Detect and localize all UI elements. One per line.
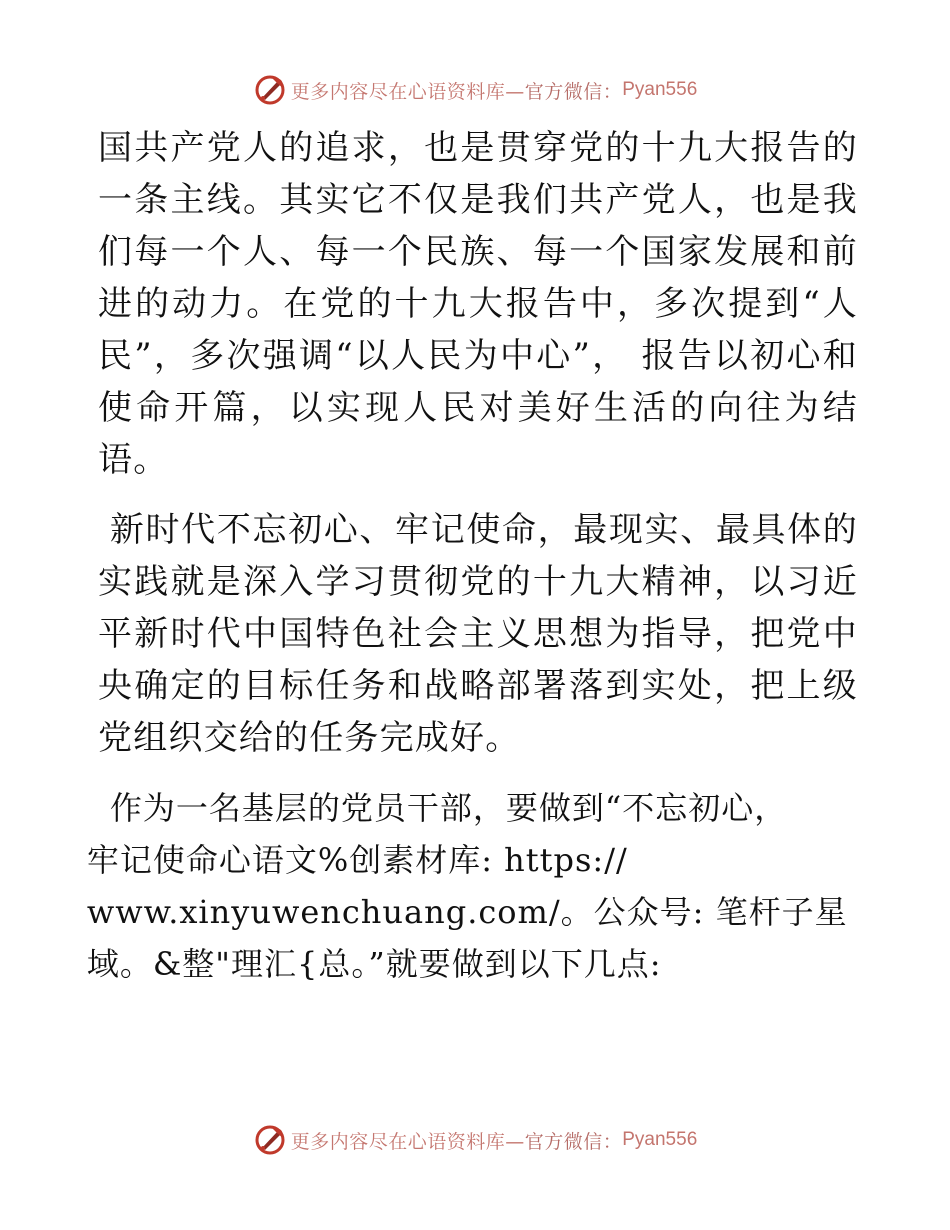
paragraph-1: 国共产党人的追求，也是贯穿党的十九大报告的一条主线。其实它不仅是我们共产党人，也是我们每一个人、每一个民族、每一个国家发展和前进的动力。在党的十九大报告中，多次提到“人民”，多次强调“以人民为中心”， 报告以初心和使命开篇，以实现人民对美好生活的向往为结语。 bbox=[98, 128, 858, 480]
footer-banner-id: Pyan556 bbox=[622, 1129, 698, 1150]
footer-banner-main: 更多内容尽在心语资料库— bbox=[290, 1130, 525, 1153]
paragraph-3 bbox=[86, 782, 858, 990]
paragraph-3-line-4: 域。&整"理汇{总。”就要做到以下几点: bbox=[86, 945, 662, 983]
paragraph-3-line-1: 作为一名基层的党员干部，要做到“不忘初心， bbox=[109, 789, 788, 827]
header-banner-text bbox=[291, 77, 623, 104]
paragraph-3-line-2: 牢记使命心语文%创素材库: https:// bbox=[86, 841, 628, 879]
quill-pen-logo-icon bbox=[253, 73, 287, 107]
footer-banner bbox=[0, 1120, 950, 1160]
header-banner-wx: 官方微信： bbox=[524, 80, 623, 103]
footer-banner-wx: 官方微信： bbox=[524, 1130, 623, 1153]
header-banner bbox=[0, 70, 950, 110]
header-banner-main: 更多内容尽在心语资料库— bbox=[290, 80, 525, 103]
paragraph-3-line-3: www.xinyuwenchuang.com/。公众号: 笔杆子星 bbox=[86, 893, 848, 931]
document-body bbox=[86, 122, 858, 990]
footer-banner-text bbox=[291, 1127, 623, 1154]
quill-pen-logo-icon bbox=[253, 1123, 287, 1157]
header-banner-id: Pyan556 bbox=[622, 79, 698, 100]
paragraph-2: 新时代不忘初心、牢记使命，最现实、最具体的实践就是深入学习贯彻党的十九大精神，以习近平新时代中国特色社会主义思想为指导，把党中央确定的目标任务和战略部署落到实处，把上级党组织交给的任务完成好。 bbox=[98, 510, 858, 758]
